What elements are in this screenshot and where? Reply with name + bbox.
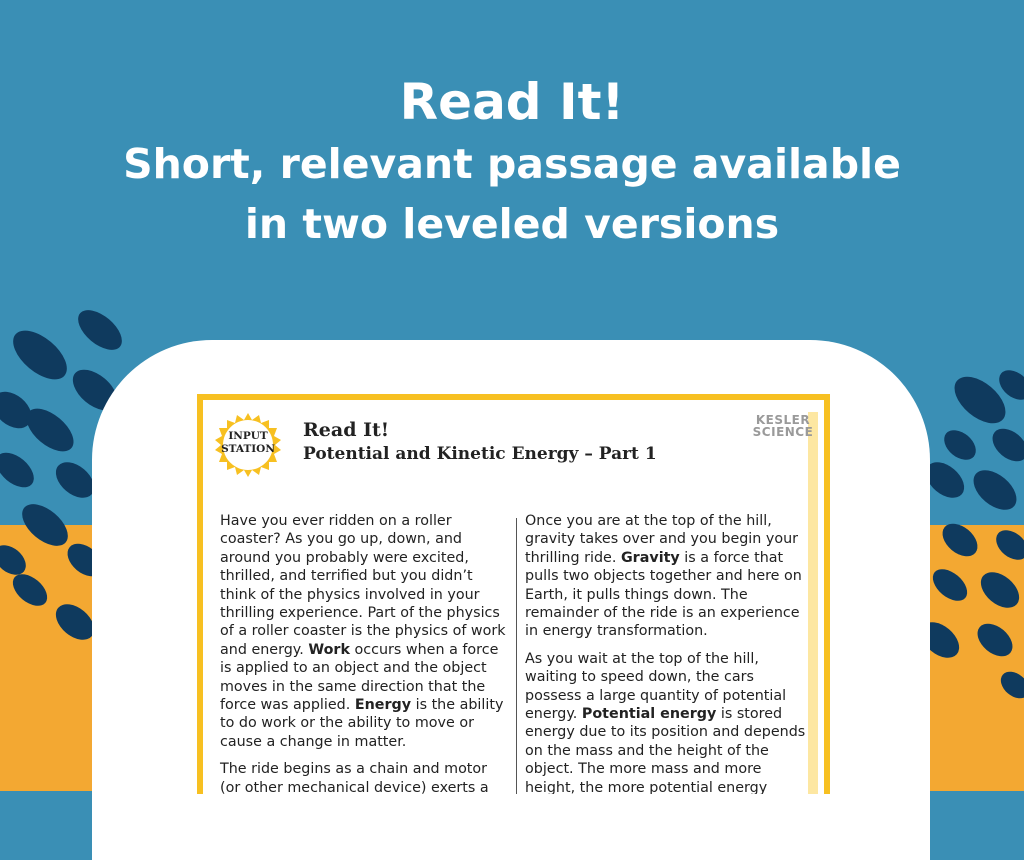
document-preview (197, 394, 830, 794)
heading-subtitle-line2: in two leveled versions (244, 200, 780, 248)
term-energy: Energy (354, 697, 412, 714)
heading-title: Read It! (399, 73, 625, 131)
badge-label (215, 430, 281, 456)
term-work: Work (308, 641, 350, 658)
document-title-block (303, 418, 657, 466)
right-column (525, 512, 813, 794)
document-subtitle: Potential and Kinetic Energy – Part 1 (303, 444, 657, 464)
right-paragraph-1: Once you are at the top of the hill, gravity takes over and you begin your thrilling ride. Gravity is a force that pulls two objects together and here on Earth, it pulls things down. The remainder of the ride is an experience in energy transformation. (525, 513, 802, 640)
right-paragraph-2: As you wait at the top of the hill, waiting to speed down, the cars possess a large quantity of potential energy. Potential energy is stored energy due to its position and depends on the mass and the height of the object. The more mass and more height, the more potential energy (525, 650, 806, 794)
kesler-science-logo: KESLER SCIENCE (752, 413, 814, 439)
term-gravity: Gravity (620, 549, 680, 566)
document-title: Read It! (303, 419, 390, 441)
left-paragraph-2: The ride begins as a chain and motor (or other mechanical device) exerts a (220, 761, 489, 794)
term-potential-energy: Potential energy (581, 706, 717, 723)
badge-line2: STATION (221, 443, 275, 455)
left-paragraph-1: Have you ever ridden on a roller coaster? As you go up, down, and around you probably were excited, thrilled, and terrified but you didn’t think of the physics involved in your thrilling experience. Part of the physics of a roller coaster is the physics of work and energy. Work occurs when a force is applied to an object and the object moves in the same direction that the force was applied. Energy is the ability to do work or the ability to move or cause a change in matter. (220, 513, 506, 750)
badge-line1: INPUT (228, 430, 268, 442)
column-divider (516, 518, 517, 794)
page-heading (0, 70, 1024, 254)
left-column (220, 512, 508, 794)
heading-subtitle-line1: Short, relevant passage available (123, 140, 901, 188)
